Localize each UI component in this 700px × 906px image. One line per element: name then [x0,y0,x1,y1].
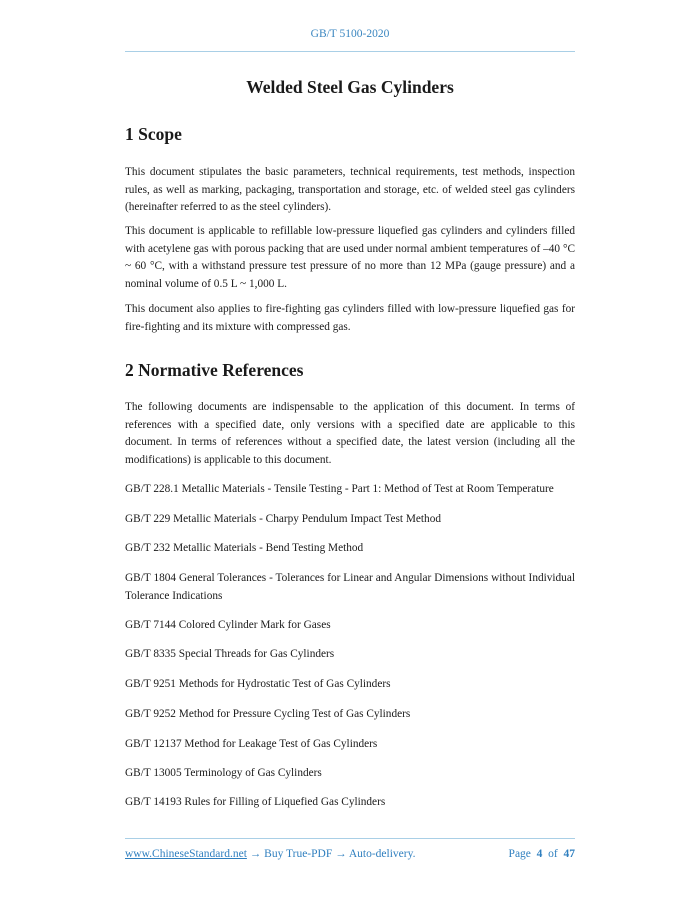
reference-item: GB/T 14193 Rules for Filling of Liquefied Gas Cylinders [125,796,386,808]
paragraph: This document also applies to fire-fighting gas cylinders filled with low-pressure liquefied gas for fire-fighting and its mixture with compressed gas. [125,303,575,333]
reference-item: GB/T 9251 Methods for Hydrostatic Test of Gas Cylinders [125,678,391,690]
reference-item: GB/T 12137 Method for Leakage Test of Gas Cylinders [125,738,378,750]
footer-promo [125,848,415,860]
page-label: Page [508,848,531,860]
paragraph: This document is applicable to refillable low-pressure liquefied gas cylinders and cylinders filled with acetylene gas with porous packing that are used under normal ambient temperatures of –40 °C ~ 60 °C, with a withstand pressure test pressure of no more than 12 MPa (gauge pressure) and a nominal volume of 0.5 L ~ 1,000 L. [125,225,575,291]
page-total: 47 [563,848,575,860]
footer-rule [125,838,575,839]
section-heading-scope: 1 Scope [125,124,182,144]
reference-item: GB/T 13005 Terminology of Gas Cylinders [125,767,322,779]
reference-item: GB/T 228.1 Metallic Materials - Tensile Testing - Part 1: Method of Test at Room Temperature [125,483,554,495]
header-rule [125,51,575,52]
reference-item: GB/T 229 Metallic Materials - Charpy Pendulum Impact Test Method [125,513,441,525]
section-heading-normative-references: 2 Normative References [125,360,304,380]
page-number: 4 [536,848,543,860]
paragraph: The following documents are indispensable to the application of this document. In terms of references with a specified date, only versions with a specified date are applicable to this document. In terms of references without a specified date, the latest version (including all the modifications) is applicable to this document. [125,401,575,467]
document-title: Welded Steel Gas Cylinders [246,77,454,97]
website-link[interactable]: www.ChineseStandard.net [125,848,247,860]
paragraph: This document stipulates the basic parameters, technical requirements, test methods, inspection rules, as well as marking, packaging, transportation and storage, etc. of welded steel gas cylinders (hereinafter referred to as the steel cylinders). [125,166,575,214]
reference-item: GB/T 1804 General Tolerances - Tolerances for Linear and Angular Dimensions without Individual Tolerance Indications [125,572,575,602]
footer-tagline: → Buy True-PDF → Auto-delivery. [246,848,416,860]
reference-item: GB/T 8335 Special Threads for Gas Cylinders [125,648,335,660]
reference-item: GB/T 232 Metallic Materials - Bend Testing Method [125,542,364,554]
reference-item: GB/T 7144 Colored Cylinder Mark for Gases [125,619,331,631]
page-indicator [509,848,575,860]
reference-item: GB/T 9252 Method for Pressure Cycling Test of Gas Cylinders [125,708,411,720]
header-doc-id: GB/T 5100-2020 [310,28,390,40]
of-label: of [548,848,558,860]
footer [125,848,575,860]
